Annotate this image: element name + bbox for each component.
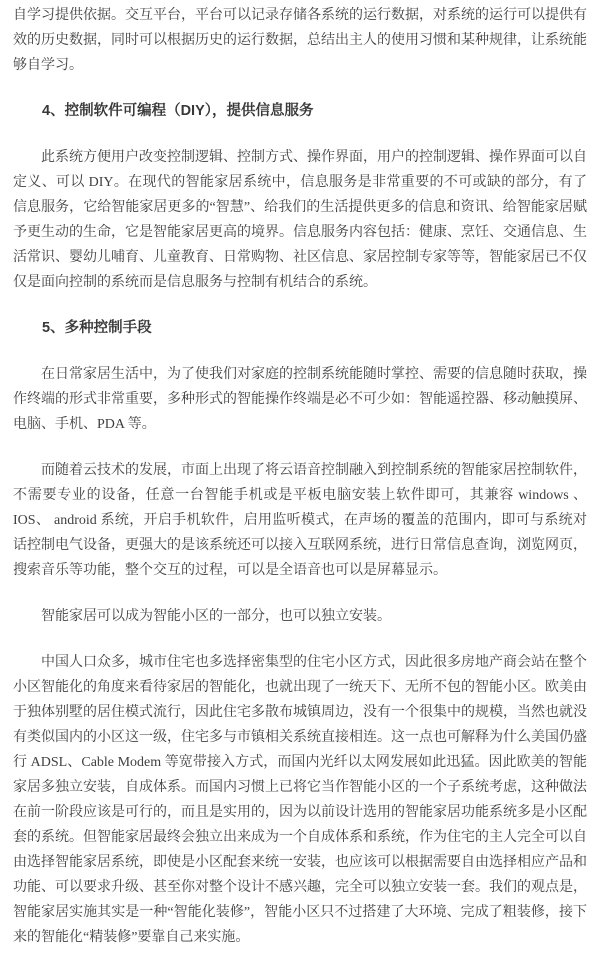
paragraph-china-vs-west: 中国人口众多，城市住宅也多选择密集型的住宅小区方式，因此很多房地产商会站在整个小区智能化的角度来看待家居的智能化，也就出现了一统天下、无所不包的智能小区。欧美由于独体别墅的居住模式流行，因此住宅多散布城镇周边，没有一个很集中的规模，当然也就没有类似国内的小区这一级，住宅多与市镇相关系统直接相连。这一点也可解释为什么美国仍盛行 ADSL、Cable Modem 等宽带接入方式，而国内光纤以太网发展如此迅猛。因此欧美的智能家居多独立安装，自成体系。而国内习惯上已将它当作智能小区的一个子系统考虑，这种做法在前一阶段应该是可行的，而且是实用的，因为以前设计选用的智能家居功能系统多是小区配套的系统。但智能家居最终会独立出来成为一个自成体系和系统，作为住宅的主人完全可以自由选择智能家居系统，即使是小区配套来统一安装，也应该可以根据需要自由选择相应产品和功能、可以要求升级、甚至你对整个设计不感兴趣，完全可以独立安装一套。我们的观点是，智能家居实施其实是一种“智能化装修”，智能小区只不过搭建了大环境、完成了粗装修，接下来的智能化“精装修”要靠自己来实施。 [13, 655, 587, 945]
paragraph-cloud-voice-control: 而随着云技术的发展，市面上出现了将云语音控制融入到控制系统的智能家居控制软件，不需要专业的设备，任意一台智能手机或是平板电脑安装上软件即可，其兼容 windows 、IOS、 android 系统，开启手机软件，启用监听模式，在声场的覆盖的范围内，即可与系统对话控制电气设备，更强大的是该系统还可以接入互联网系统，进行日常信息查询，浏览网页，搜索音乐等功能，整个交互的过程，可以是全语音也可以是屏幕显示。 [13, 463, 587, 578]
paragraph-control-terminals: 在日常家居生活中，为了使我们对家庭的控制系统能随时掌控、需要的信息随时获取，操作终端的形式非常重要，多种形式的智能操作终端是必不可少如：智能遥控器、移动触摸屏、电脑、手机、PDA 等。 [13, 367, 587, 432]
paragraph-standalone-install: 智能家居可以成为智能小区的一部分，也可以独立安装。 [41, 609, 391, 624]
section-heading-4: 4、控制软件可编程（DIY），提供信息服务 [42, 103, 314, 119]
paragraph-diy-info-service: 此系统方便用户改变控制逻辑、控制方式、操作界面，用户的控制逻辑、操作界面可以自定义、可以 DIY。在现代的智能家居系统中，信息服务是非常重要的不可或缺的部分，有了信息服务，它给智能家居更多的“智慧”、给我们的生活提供更多的信息和资讯、给智能家居赋予更生动的生命，它是智能家居更高的境界。信息服务内容包括：健康、烹饪、交通信息、生活常识、婴幼儿哺育、儿童教育、日常购物、社区信息、家居控制专家等等，智能家居已不仅仅是面向控制的系统而是信息服务与控制有机结合的系统。 [13, 150, 587, 290]
paragraph-continuation: 自学习提供依据。交互平台，平台可以记录存储各系统的运行数据，对系统的运行可以提供有效的历史数据，同时可以根据历史的运行数据，总结出主人的使用习惯和某种规律，让系统能够自学习。 [13, 8, 587, 73]
section-heading-5: 5、多种控制手段 [42, 320, 152, 336]
